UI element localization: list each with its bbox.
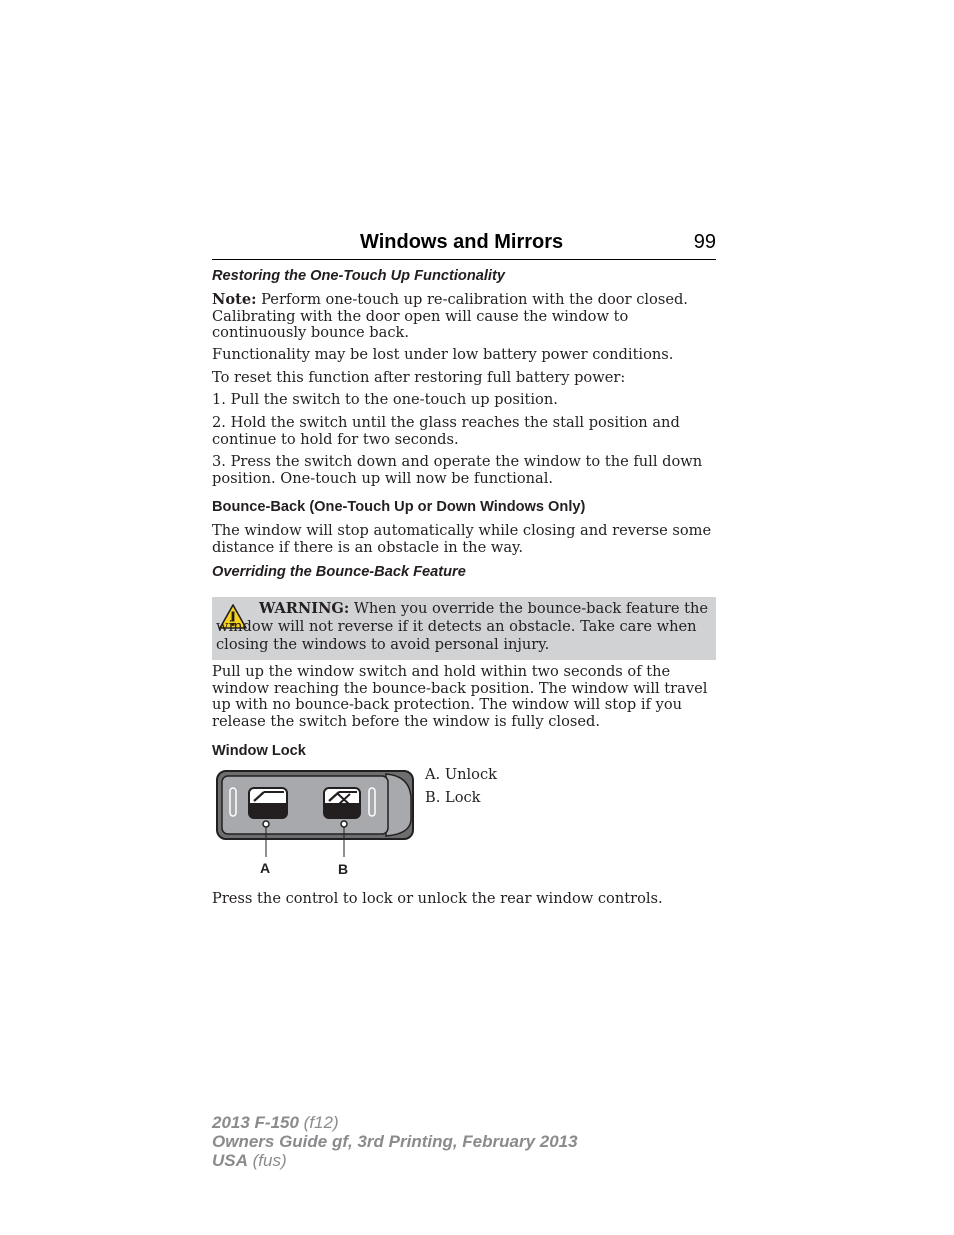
label-unlock: A. Unlock xyxy=(425,766,497,783)
footer-line-3 xyxy=(212,1151,578,1170)
step-3: 3. Press the switch down and operate the window to the full down position. One-touch up will now be functional. xyxy=(212,453,703,487)
section-heading-overriding: Overriding the Bounce-Back Feature xyxy=(212,564,466,580)
page-footer xyxy=(212,1113,578,1170)
step-1: 1. Pull the switch to the one-touch up position. xyxy=(212,391,558,408)
section-heading-window-lock: Window Lock xyxy=(212,743,306,759)
step-2: 2. Hold the switch until the glass reaches the stall position and continue to hold for two seconds. xyxy=(212,414,680,448)
warning-box xyxy=(212,597,716,660)
paragraph-override: Pull up the window switch and hold within two seconds of the window reaching the bounce-back position. The window will travel up with no bounce-back protection. The window will stop if you release the switch before the window is fully closed. xyxy=(212,663,708,730)
paragraph-reset: To reset this function after restoring full battery power: xyxy=(212,369,626,386)
footer-market: USA xyxy=(212,1151,248,1170)
footer-line-1 xyxy=(212,1113,578,1132)
window-unlock-icon xyxy=(249,788,287,818)
note-paragraph xyxy=(212,292,716,342)
window-lock-icon xyxy=(324,788,360,818)
paragraph-battery: Functionality may be lost under low battery power conditions. xyxy=(212,346,674,363)
section-heading-restoring: Restoring the One-Touch Up Functionality xyxy=(212,268,505,284)
page-number: 99 xyxy=(693,231,716,253)
warning-text-block xyxy=(216,600,710,654)
page-header xyxy=(212,228,716,260)
page-title: Windows and Mirrors xyxy=(360,231,564,253)
label-lock: B. Lock xyxy=(425,789,481,806)
window-lock-switch-drawing xyxy=(214,768,419,883)
note-label: Note: xyxy=(212,291,257,308)
paragraph-window-lock: Press the control to lock or unlock the rear window controls. xyxy=(212,890,663,907)
footer-model: 2013 F-150 xyxy=(212,1113,299,1132)
warning-label: WARNING: xyxy=(259,600,350,617)
section-heading-bounce-back: Bounce-Back (One-Touch Up or Down Windows Only) xyxy=(212,499,586,515)
footer-model-code: (f12) xyxy=(298,1113,339,1132)
footer-line-2 xyxy=(212,1132,578,1151)
callout-b: B xyxy=(338,861,349,877)
warning-text: When you override the bounce-back feature the window will not reverse if it detects an obstacle. Take care when closing the windows to avoid personal injury. xyxy=(216,600,709,653)
footer-market-code: (fus) xyxy=(247,1151,287,1170)
paragraph-bounce-back: The window will stop automatically while closing and reverse some distance if there is an obstacle in the way. xyxy=(212,522,712,556)
footer-printing: Owners Guide gf, 3rd Printing, February 2013 xyxy=(212,1132,578,1151)
window-lock-switch-illustration xyxy=(214,768,419,888)
callout-a: A xyxy=(260,860,271,876)
note-text: Perform one-touch up re-calibration with the door closed. Calibrating with the door open will cause the window to continuously bounce back. xyxy=(212,291,688,341)
